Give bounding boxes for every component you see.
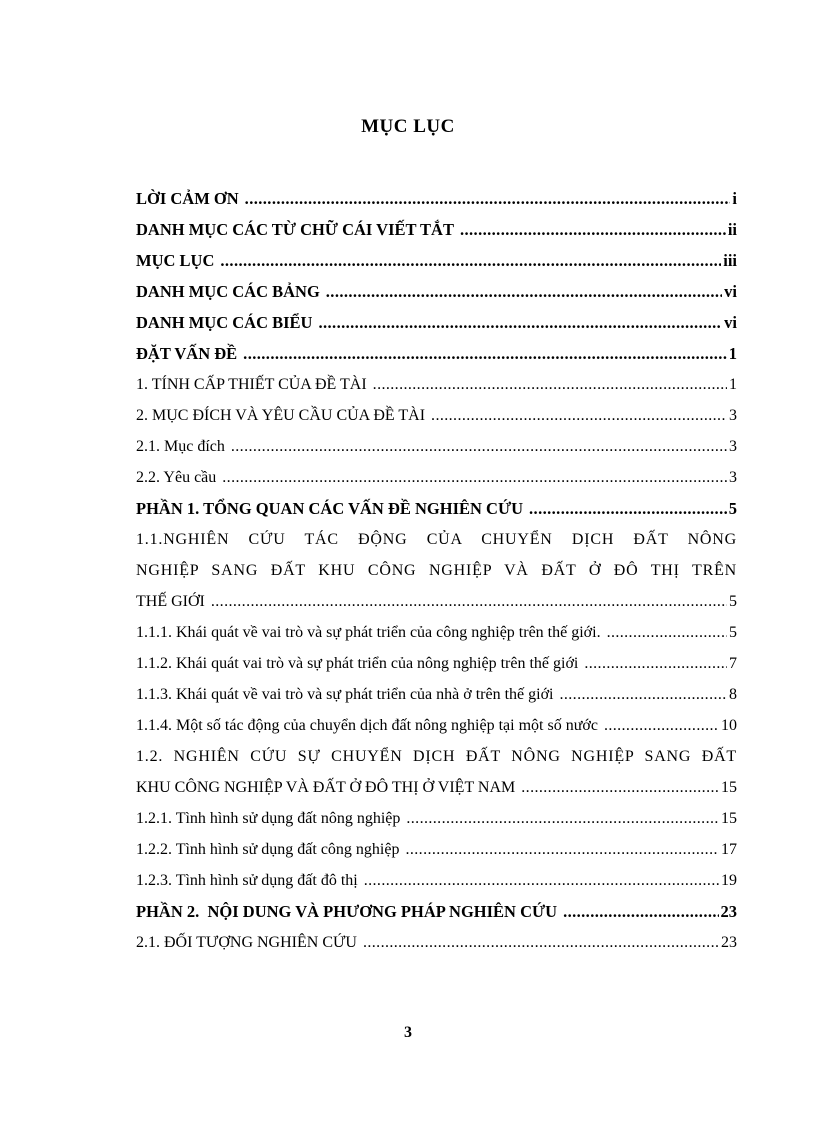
toc-entry-label: DANH MỤC CÁC TỪ CHỮ CÁI VIẾT TẮT [136, 220, 454, 239]
table-of-contents [136, 183, 737, 958]
toc-entry-label: 1.1.4. Một số tác động của chuyển dịch đất nông nghiệp tại một số nước [136, 717, 598, 734]
toc-entry-label: ĐẶT VẤN ĐỀ [136, 344, 238, 363]
page-number: 3 [404, 1024, 412, 1041]
toc-entry-label: 2.1. Mục đích [136, 438, 225, 455]
toc-entry[interactable] [136, 183, 737, 214]
toc-entry-label: MỤC LỤC [136, 251, 215, 270]
toc-entry-page: 1 [729, 376, 737, 393]
toc-entry-label: 1.1.2. Khái quát vai trò và sự phát triển của nông nghiệp trên thế giới [136, 655, 579, 672]
toc-entry-label: 1.2.2. Tình hình sử dụng đất công nghiệp [136, 841, 400, 858]
dot-leader [460, 214, 726, 245]
toc-entry[interactable] [136, 431, 737, 462]
toc-entry-page: 17 [721, 841, 737, 858]
toc-entry-page: 5 [729, 593, 737, 610]
toc-entry-label: 1. TÍNH CẤP THIẾT CỦA ĐỀ TÀI [136, 376, 367, 393]
toc-entry-page: 1 [728, 344, 737, 363]
toc-entry[interactable] [136, 493, 737, 524]
dot-leader [563, 896, 718, 927]
dot-leader [584, 648, 727, 679]
toc-entry-label: 1.2.1. Tình hình sử dụng đất nông nghiệp [136, 810, 401, 827]
toc-entry[interactable] [136, 927, 737, 958]
toc-entry[interactable] [136, 834, 737, 865]
dot-leader [604, 710, 719, 741]
toc-entry-label: PHẦN 2. NỘI DUNG VÀ PHƯƠNG PHÁP NGHIÊN CỨU [136, 902, 558, 921]
toc-entry[interactable] [136, 307, 737, 338]
toc-entry-line[interactable] [136, 524, 737, 555]
toc-entry-label: 1.1.NGHIÊN CỨU TÁC ĐỘNG CỦA CHUYỂN DỊCH ĐẤT NÔNG [136, 531, 737, 548]
toc-entry-page: vi [724, 313, 737, 332]
dot-leader [211, 586, 727, 617]
toc-entry-label: NGHIỆP SANG ĐẤT KHU CÔNG NGHIỆP VÀ ĐẤT Ở ĐÔ THỊ TRÊN [136, 562, 737, 579]
toc-entry[interactable] [136, 679, 737, 710]
toc-entry-label: 1.2. NGHIÊN CỨU SỰ CHUYỂN DỊCH ĐẤT NÔNG NGHIỆP SANG ĐẤT [136, 748, 737, 765]
toc-entry[interactable] [136, 214, 737, 245]
dot-leader [559, 679, 727, 710]
toc-entry[interactable] [136, 245, 737, 276]
toc-entry-page: iii [723, 251, 737, 270]
toc-entry[interactable] [136, 462, 737, 493]
dot-leader [405, 834, 719, 865]
toc-entry-page: 23 [720, 902, 737, 921]
dot-leader [243, 338, 727, 369]
dot-leader [326, 276, 722, 307]
toc-entry-label: 2. MỤC ĐÍCH VÀ YÊU CẦU CỦA ĐỀ TÀI [136, 407, 426, 424]
toc-entry-page: i [732, 189, 737, 208]
toc-entry-page: 5 [728, 499, 737, 518]
toc-entry-page: ii [727, 220, 737, 239]
dot-leader [318, 307, 722, 338]
toc-entry-label: KHU CÔNG NGHIỆP VÀ ĐẤT Ở ĐÔ THỊ Ở VIỆT NAM [136, 779, 516, 796]
toc-entry-label: 1.1.3. Khái quát về vai trò và sự phát triển của nhà ở trên thế giới [136, 686, 554, 703]
page-title: MỤC LỤC [361, 116, 455, 137]
toc-entry-page: 23 [721, 934, 737, 951]
toc-entry[interactable] [136, 772, 737, 803]
toc-entry-page: 15 [721, 779, 737, 796]
toc-entry-label: 1.1.1. Khái quát về vai trò và sự phát triển của công nghiệp trên thế giới. [136, 624, 601, 641]
toc-entry-label: LỜI CẢM ƠN [136, 189, 239, 208]
toc-entry[interactable] [136, 586, 737, 617]
dot-leader [220, 245, 721, 276]
toc-entry-page: vi [724, 282, 737, 301]
toc-entry-page: 3 [729, 407, 737, 424]
dot-leader [529, 493, 727, 524]
toc-entry-page: 3 [729, 438, 737, 455]
toc-entry-page: 8 [729, 686, 737, 703]
toc-entry-label: 2.1. ĐỐI TƯỢNG NGHIÊN CỨU [136, 934, 357, 951]
toc-entry-line[interactable] [136, 555, 737, 586]
toc-entry-label: PHẦN 1. TỔNG QUAN CÁC VẤN ĐỀ NGHIÊN CỨU [136, 499, 524, 518]
dot-leader [222, 462, 727, 493]
toc-entry[interactable] [136, 400, 737, 431]
dot-leader [373, 369, 727, 400]
dot-leader [364, 865, 719, 896]
dot-leader [363, 927, 719, 958]
toc-entry-page: 5 [729, 624, 737, 641]
toc-entry-page: 15 [721, 810, 737, 827]
toc-entry-page: 10 [721, 717, 737, 734]
toc-entry-page: 19 [721, 872, 737, 889]
toc-entry-label: 1.2.3. Tình hình sử dụng đất đô thị [136, 872, 358, 889]
toc-entry[interactable] [136, 865, 737, 896]
dot-leader [231, 431, 727, 462]
dot-leader [607, 617, 727, 648]
toc-entry[interactable] [136, 276, 737, 307]
toc-entry-page: 7 [729, 655, 737, 672]
toc-entry[interactable] [136, 338, 737, 369]
toc-entry-page: 3 [729, 469, 737, 486]
toc-entry[interactable] [136, 710, 737, 741]
toc-entry-line[interactable] [136, 741, 737, 772]
toc-entry[interactable] [136, 369, 737, 400]
toc-entry-label: DANH MỤC CÁC BIỂU [136, 313, 313, 332]
toc-entry-label: 2.2. Yêu cầu [136, 469, 217, 486]
dot-leader [245, 183, 731, 214]
toc-entry[interactable] [136, 648, 737, 679]
dot-leader [431, 400, 727, 431]
toc-entry-label: DANH MỤC CÁC BẢNG [136, 282, 320, 301]
dot-leader [406, 803, 719, 834]
toc-entry[interactable] [136, 617, 737, 648]
toc-entry[interactable] [136, 896, 737, 927]
toc-entry-label: THẾ GIỚI [136, 593, 205, 610]
dot-leader [521, 772, 719, 803]
toc-entry[interactable] [136, 803, 737, 834]
